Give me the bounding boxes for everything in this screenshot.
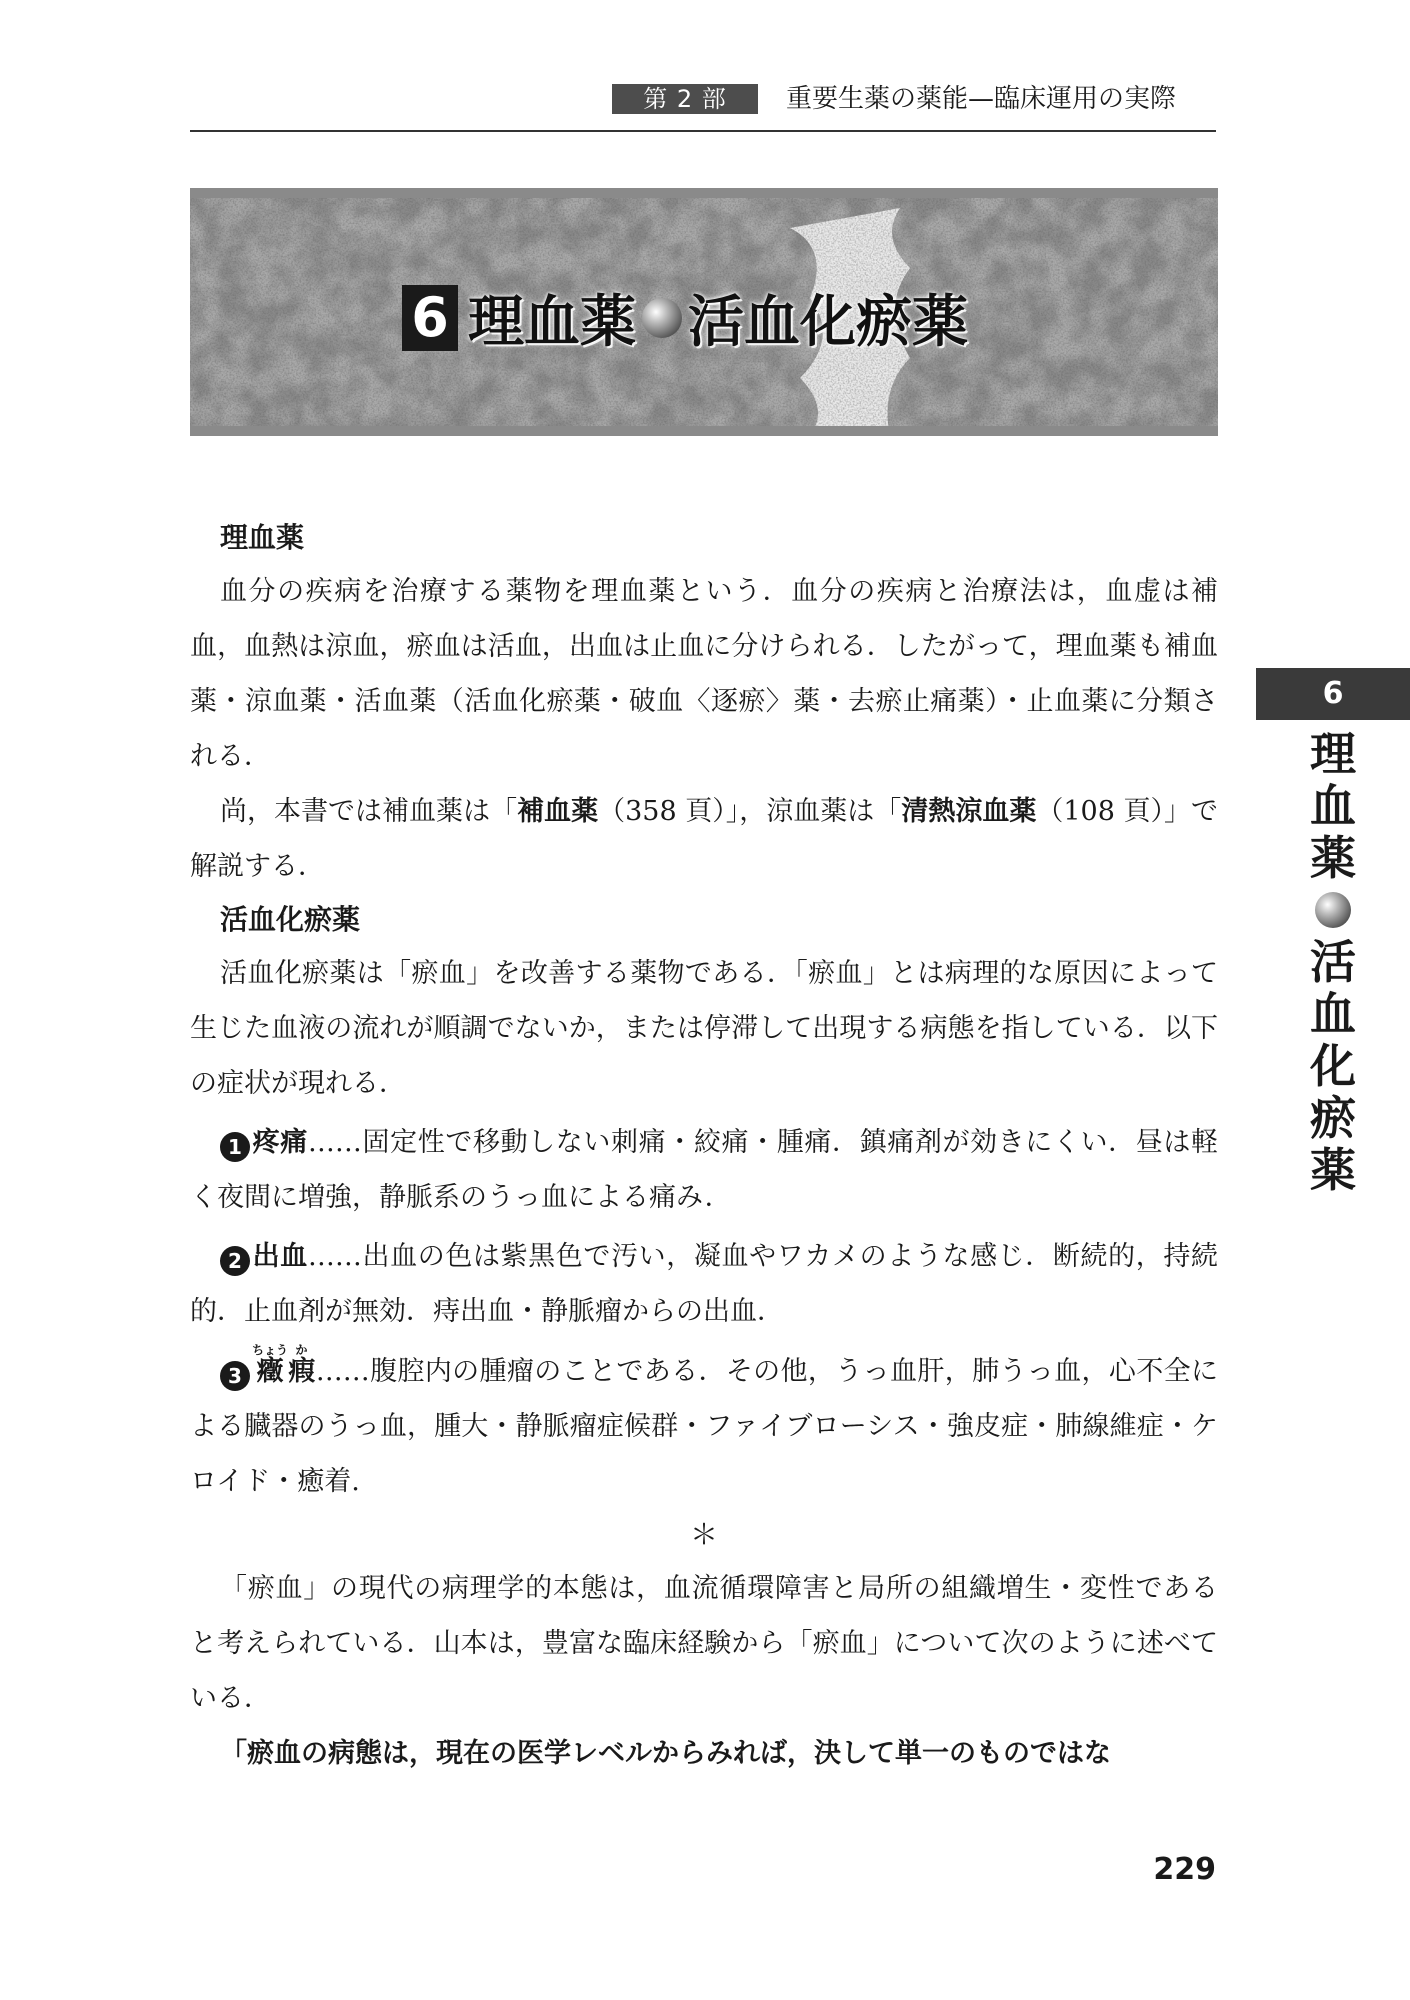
section-heading-riketsu: 理血薬 [220,521,305,554]
chapter-banner [190,188,1218,436]
item-term: 出血 [252,1241,308,1272]
text-fragment: （358 頁）」，涼血薬は「 [598,796,902,827]
quotation-paragraph: 「瘀血の病態は，現在の医学レベルからみれば，決して単一のものではな [220,1738,1111,1769]
chapter-title [402,285,968,355]
item-text: ……出血の色は紫黒色で汚い，凝血やワカメのような感じ．断続的，持続的．止血剤が無効．痔出血・静脈瘤からの出血． [190,1241,1219,1327]
text-fragment: 尚，本書では補血薬は「 [220,796,518,827]
item-text: ……固定性で移動しない刺痛・絞痛・腫痛．鎮痛剤が効きにくい．昼は軽く夜間に増強，静脈系のうっ血による痛み． [190,1127,1219,1213]
item-text: ……腹腔内の腫瘤のことである．その他，うっ血肝，肺うっ血，心不全による臓器のうっ血，腫大・静脈瘤症候群・ファイブローシス・強皮症・肺線維症・ケロイド・癒着. [190,1356,1218,1497]
paragraph: 「瘀血」の現代の病理学的本態は，血流循環障害と局所の組織増生・変性であると考えられている．山本は，豊富な臨床経験から「瘀血」について次のように述べている． [190,1573,1218,1714]
term-char: 癥 [252,1356,288,1387]
banner-top-bar [190,188,1218,198]
side-tab-title-part1: 理血薬 [1310,727,1356,885]
item-term: 疼痛 [252,1127,308,1158]
reference-term: 清熱涼血薬 [901,796,1037,827]
header-divider [190,130,1216,132]
paragraph: 血分の疾病を治療する薬物を理血薬という．血分の疾病と治療法は，血虚は補血，血熱は涼血，瘀血は活血，出血は止血に分けられる．したがって，理血薬も補血薬・涼血薬・活血薬（活血化瘀薬・破血〈逐瘀〉薬・去瘀止痛薬）・止血薬に分類される． [190,576,1218,772]
part-badge: 第 2 部 [612,84,758,114]
term-char: 瘕 [288,1356,316,1387]
part-title: 重要生薬の薬能—臨床運用の実際 [786,84,1177,114]
side-tab-title-part2: 活血化瘀薬 [1310,935,1356,1197]
banner-bottom-bar [190,426,1218,436]
side-tab-number: 6 [1256,668,1410,720]
bullet-ball-icon [642,298,682,338]
list-item [190,1115,1218,1225]
number-mark: 3 [220,1361,250,1391]
text-fragment: （108 頁）」で解説する． [190,796,1219,882]
page-number: 229 [1153,1852,1216,1887]
body-content [190,518,1218,1781]
chapter-title-part1: 理血薬 [468,290,636,355]
furigana: か [288,1343,316,1357]
paragraph-reference [190,784,1218,894]
number-mark: 1 [220,1132,250,1162]
chapter-number: 6 [402,285,458,351]
section-heading-katsuketsu: 活血化瘀薬 [220,903,361,936]
list-item [190,1229,1218,1339]
chapter-title-part2: 活血化瘀薬 [688,290,968,355]
list-item [190,1343,1218,1509]
paragraph: 活血化瘀薬は「瘀血」を改善する薬物である．「瘀血」とは病理的な原因によって生じた血液の流れが順調でないか，または停滞して出現する病態を指している．以下の症状が現れる． [190,958,1218,1099]
number-mark: 2 [220,1246,250,1276]
item-term [252,1343,316,1387]
reference-term: 補血薬 [517,796,599,827]
side-tab-title [1306,728,1360,1196]
furigana: ちょう [252,1343,289,1357]
side-bullet-ball-icon [1315,892,1351,928]
section-separator: ＊ [689,1518,718,1551]
